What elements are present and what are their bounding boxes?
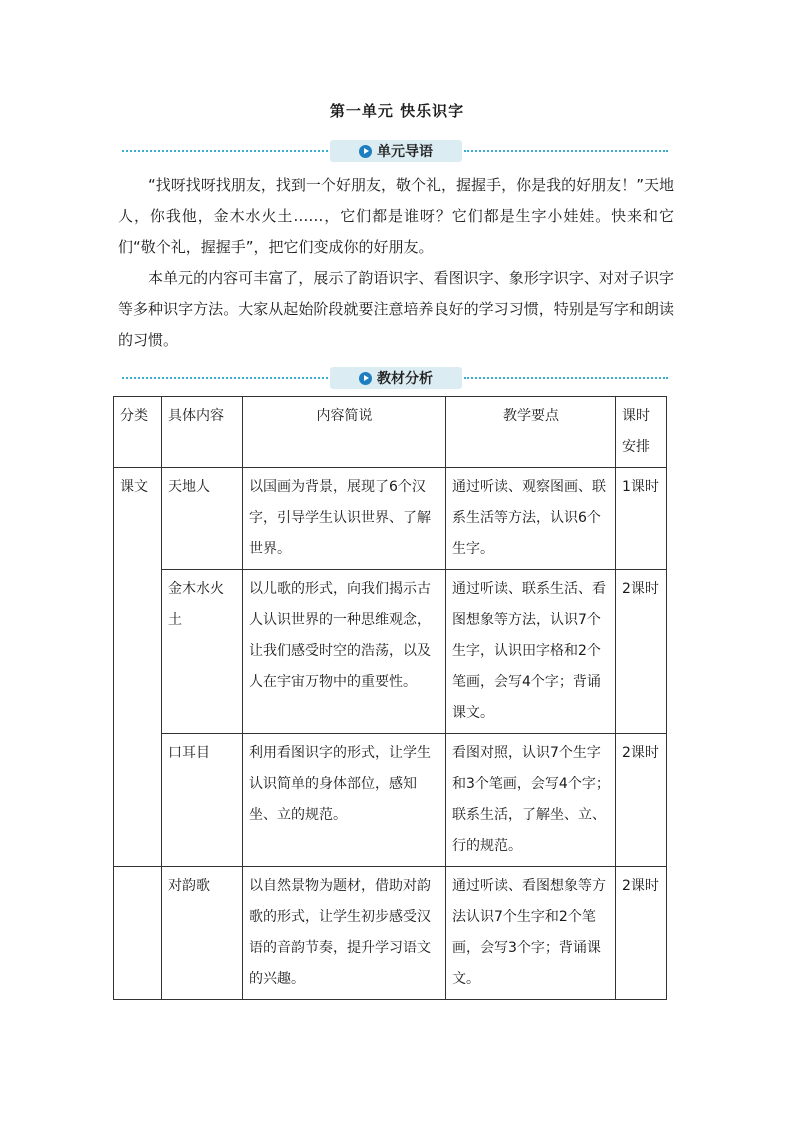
header-cell: 教学要点: [446, 397, 616, 468]
dotted-divider: [464, 150, 668, 152]
section-header-intro: [122, 140, 668, 162]
hours-cell: 2课时: [616, 570, 667, 734]
section-header-analysis: [122, 367, 668, 389]
table-row: [114, 734, 667, 867]
dotted-divider: [464, 377, 668, 379]
hours-cell: 2课时: [616, 734, 667, 867]
section-label: 单元导语: [377, 144, 433, 160]
item-cell: 口耳目: [162, 734, 243, 867]
section-label-pill: [330, 140, 462, 162]
arrow-right-icon: [359, 145, 372, 158]
summary-cell: 以自然景物为题材，借助对韵歌的形式，让学生初步感受汉语的音韵节奏，提升学习语文的兴趣。: [243, 867, 446, 1000]
table-row: [114, 867, 667, 1000]
header-cell: 内容简说: [243, 397, 446, 468]
hours-cell: 1课时: [616, 468, 667, 570]
analysis-table: [113, 396, 667, 1000]
table-header-row: [114, 397, 667, 468]
dotted-divider: [122, 377, 328, 379]
section-label: 教材分析: [377, 371, 433, 387]
item-cell: 金木水火土: [162, 570, 243, 734]
summary-cell: 以国画为背景，展现了6个汉字，引导学生认识世界、了解世界。: [243, 468, 446, 570]
hours-cell: 2课时: [616, 867, 667, 1000]
points-cell: 通过听读、观察图画、联系生活等方法，认识6个生字。: [446, 468, 616, 570]
category-cell-empty: [114, 867, 162, 1000]
category-cell: 课文: [114, 468, 162, 867]
header-cell: 课时安排: [616, 397, 667, 468]
points-cell: 通过听读、看图想象等方法认识7个生字和2个笔画，会写3个字；背诵课文。: [446, 867, 616, 1000]
points-cell: 通过听读、联系生活、看图想象等方法，认识7个生字，认识田字格和2个笔画，会写4个字；背诵课文。: [446, 570, 616, 734]
table-row: [114, 468, 667, 570]
intro-paragraph: 本单元的内容可丰富了，展示了韵语识字、看图识字、象形字识字、对对子识字等多种识字方法。大家从起始阶段就要注意培养良好的学习习惯，特别是写字和朗读的习惯。: [118, 269, 674, 349]
arrow-right-icon: [359, 372, 372, 385]
item-cell: 对韵歌: [162, 867, 243, 1000]
page-title: 第一单元 快乐识字: [329, 102, 465, 120]
section-label-pill: [330, 367, 462, 389]
intro-paragraph: “找呀找呀找朋友，找到一个好朋友，敬个礼，握握手，你是我的好朋友！”天地人，你我他，金木水火土……，它们都是谁呀？它们都是生字小娃娃。快来和它们“敬个礼，握握手”，把它们变成你的好朋友。: [118, 176, 674, 256]
summary-cell: 以儿歌的形式，向我们揭示古人认识世界的一种思维观念，让我们感受时空的浩荡，以及人在宇宙万物中的重要性。: [243, 570, 446, 734]
summary-cell: 利用看图识字的形式，让学生认识简单的身体部位，感知坐、立的规范。: [243, 734, 446, 867]
item-cell: 天地人: [162, 468, 243, 570]
dotted-divider: [122, 150, 328, 152]
header-cell: 分类: [114, 397, 162, 468]
table-row: [114, 570, 667, 734]
header-cell: 具体内容: [162, 397, 243, 468]
points-cell: 看图对照，认识7个生字和3个笔画，会写4个字；联系生活，了解坐、立、行的规范。: [446, 734, 616, 867]
